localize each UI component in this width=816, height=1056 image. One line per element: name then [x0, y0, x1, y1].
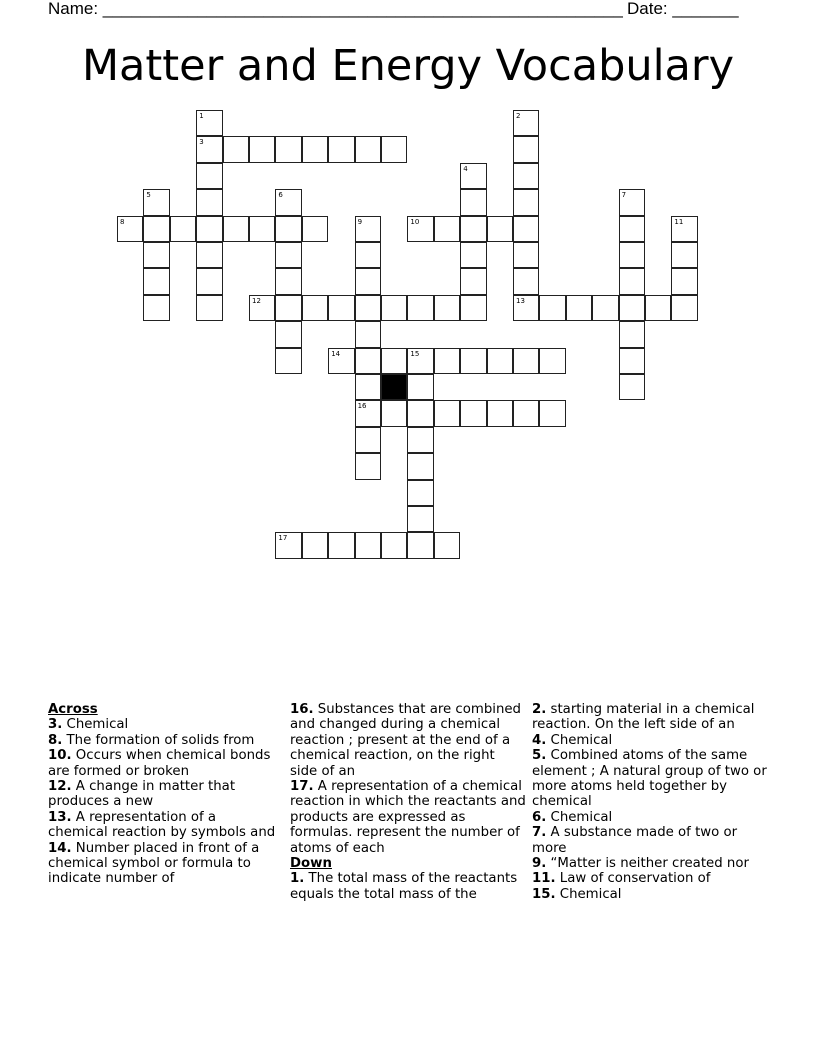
- grid-cell[interactable]: [196, 136, 222, 162]
- clue-number-label: 6: [278, 191, 283, 200]
- clue-down-6: [532, 810, 772, 825]
- grid-cell[interactable]: [513, 348, 539, 374]
- grid-cell[interactable]: [355, 400, 381, 426]
- grid-cell[interactable]: [196, 295, 222, 321]
- grid-cell[interactable]: [223, 216, 249, 242]
- grid-cell[interactable]: [539, 295, 565, 321]
- grid-cell[interactable]: [302, 295, 328, 321]
- clue-text: Law of conservation of: [555, 871, 711, 887]
- clue-text: Chemical: [546, 732, 613, 748]
- grid-cell[interactable]: [671, 216, 697, 242]
- grid-cell[interactable]: [143, 216, 169, 242]
- clue-down-9: [532, 856, 772, 871]
- clue-number-label: 8: [120, 217, 125, 226]
- grid-cell[interactable]: [460, 189, 486, 215]
- grid-cell[interactable]: [275, 136, 301, 162]
- date-field[interactable]: Date: _______: [627, 0, 739, 18]
- clue-down-11: [532, 871, 772, 886]
- grid-cell[interactable]: [275, 189, 301, 215]
- grid-cell[interactable]: [355, 268, 381, 294]
- clue-text: Chemical: [62, 717, 129, 733]
- clue-number: 8.: [48, 732, 63, 748]
- grid-cell[interactable]: [407, 374, 433, 400]
- clue-number: 17.: [290, 779, 314, 795]
- grid-cell[interactable]: [619, 189, 645, 215]
- clue-across-16: [290, 702, 526, 779]
- grid-cell[interactable]: [460, 163, 486, 189]
- grid-cell[interactable]: [434, 532, 460, 558]
- clue-across-3: [48, 717, 276, 732]
- grid-cell[interactable]: [460, 242, 486, 268]
- grid-cell[interactable]: [381, 295, 407, 321]
- grid-cell[interactable]: [275, 348, 301, 374]
- clue-text: Substances that are combined and changed during a chemical reaction ; present at the end of a chemical reaction, on the right side of an: [290, 702, 522, 779]
- grid-cell[interactable]: [355, 321, 381, 347]
- grid-cell[interactable]: [249, 136, 275, 162]
- clue-text: The total mass of the reactants equals the total mass of the: [290, 871, 518, 902]
- clue-across-13: [48, 810, 276, 841]
- clue-number: 10.: [48, 748, 72, 764]
- grid-cell[interactable]: [328, 532, 354, 558]
- clue-number: 11.: [532, 871, 556, 887]
- grid-cell[interactable]: [619, 374, 645, 400]
- grid-cell[interactable]: [619, 321, 645, 347]
- grid-cell[interactable]: [328, 136, 354, 162]
- grid-cell[interactable]: [407, 480, 433, 506]
- grid-cell[interactable]: [143, 295, 169, 321]
- grid-cell[interactable]: [355, 374, 381, 400]
- clue-number-label: 13: [516, 296, 525, 305]
- clue-number: 12.: [48, 779, 72, 795]
- clue-down-15: [532, 887, 772, 902]
- grid-cell[interactable]: [566, 295, 592, 321]
- clue-number-label: 10: [410, 217, 420, 226]
- grid-cell[interactable]: [355, 532, 381, 558]
- clue-number: 3.: [48, 717, 63, 733]
- grid-cell[interactable]: [619, 216, 645, 242]
- clues-column-1: [48, 702, 276, 887]
- clue-across-14: [48, 841, 276, 887]
- clue-text: A representation of a chemical reaction in which the reactants and products are expressed as formulas. represent the number of atoms of each: [290, 779, 526, 856]
- grid-cell[interactable]: [355, 348, 381, 374]
- grid-cell[interactable]: [407, 453, 433, 479]
- grid-cell[interactable]: [434, 295, 460, 321]
- grid-cell[interactable]: [275, 242, 301, 268]
- grid-cell[interactable]: [487, 348, 513, 374]
- grid-cell[interactable]: [381, 348, 407, 374]
- grid-cell[interactable]: [355, 453, 381, 479]
- grid-cell[interactable]: [513, 216, 539, 242]
- black-cell: [381, 374, 407, 400]
- clue-across-12: [48, 779, 276, 810]
- grid-cell[interactable]: [143, 189, 169, 215]
- grid-cell[interactable]: [275, 321, 301, 347]
- clue-text: Combined atoms of the same element ; A natural group of two or more atoms held together by chemical: [532, 748, 767, 810]
- clue-down-7: [532, 825, 772, 856]
- clue-down-1: [290, 871, 526, 902]
- grid-cell[interactable]: [275, 268, 301, 294]
- grid-cell[interactable]: [275, 295, 301, 321]
- grid-cell[interactable]: [671, 268, 697, 294]
- clue-number-label: 1: [199, 112, 204, 120]
- grid-cell[interactable]: [355, 295, 381, 321]
- clue-number-label: 11: [674, 217, 684, 226]
- grid-cell[interactable]: [513, 295, 539, 321]
- grid-cell[interactable]: [539, 348, 565, 374]
- clue-number-label: 9: [357, 217, 363, 226]
- grid-cell[interactable]: [196, 268, 222, 294]
- grid-cell[interactable]: [619, 348, 645, 374]
- clue-number: 16.: [290, 702, 314, 717]
- clue-number: 6.: [532, 809, 547, 825]
- clue-number-label: 2: [516, 112, 521, 120]
- clue-number: 5.: [532, 748, 547, 764]
- grid-cell[interactable]: [170, 216, 196, 242]
- clue-text: A change in matter that produces a new: [48, 779, 236, 810]
- clue-number-label: 14: [331, 349, 341, 358]
- grid-cell[interactable]: [249, 295, 275, 321]
- grid-cell[interactable]: [275, 532, 301, 558]
- grid-cell[interactable]: [117, 216, 143, 242]
- grid-cell[interactable]: [671, 295, 697, 321]
- grid-cell[interactable]: [355, 427, 381, 453]
- grid-cell[interactable]: [513, 136, 539, 162]
- clue-text: “Matter is neither created nor: [546, 856, 749, 872]
- grid-cell[interactable]: [223, 136, 249, 162]
- clue-number-label: 12: [252, 296, 261, 305]
- grid-cell[interactable]: [434, 216, 460, 242]
- grid-cell[interactable]: [275, 216, 301, 242]
- grid-cell[interactable]: [381, 532, 407, 558]
- grid-cell[interactable]: [513, 110, 539, 136]
- clue-number: 7.: [532, 825, 547, 841]
- grid-cell[interactable]: [460, 400, 486, 426]
- grid-cell[interactable]: [460, 348, 486, 374]
- grid-cell[interactable]: [460, 216, 486, 242]
- clue-number: 2.: [532, 702, 547, 717]
- clue-text: Number placed in front of a chemical symbol or formula to indicate number of: [48, 840, 260, 887]
- down-heading: Down: [290, 856, 332, 872]
- grid-cell[interactable]: [619, 242, 645, 268]
- clue-across-17: [290, 779, 526, 856]
- clue-down-4: [532, 733, 772, 748]
- grid-cell[interactable]: [407, 400, 433, 426]
- clues-column-2: [290, 702, 526, 902]
- grid-cell[interactable]: [513, 268, 539, 294]
- clue-number-label: 3: [199, 138, 204, 147]
- grid-cell[interactable]: [407, 295, 433, 321]
- clue-down-5: [532, 748, 772, 810]
- clue-text: Occurs when chemical bonds are formed or broken: [48, 748, 271, 779]
- grid-cell[interactable]: [513, 163, 539, 189]
- clue-down-2: [532, 702, 772, 733]
- grid-cell[interactable]: [513, 189, 539, 215]
- clue-number: 15.: [532, 886, 556, 902]
- clues-column-3: [532, 702, 772, 902]
- grid-cell[interactable]: [302, 216, 328, 242]
- grid-cell[interactable]: [513, 242, 539, 268]
- clue-number-label: 17: [278, 534, 288, 543]
- grid-cell[interactable]: [196, 242, 222, 268]
- grid-cell[interactable]: [355, 242, 381, 268]
- grid-cell[interactable]: [355, 136, 381, 162]
- grid-cell[interactable]: [487, 216, 513, 242]
- grid-cell[interactable]: [619, 295, 645, 321]
- clue-number: 1.: [290, 871, 305, 887]
- grid-cell[interactable]: [513, 400, 539, 426]
- across-heading: Across: [48, 702, 98, 717]
- grid-cell[interactable]: [645, 295, 671, 321]
- grid-cell[interactable]: [143, 242, 169, 268]
- grid-cell[interactable]: [196, 163, 222, 189]
- grid-cell[interactable]: [381, 136, 407, 162]
- clue-across-8: [48, 733, 276, 748]
- grid-cell[interactable]: [592, 295, 618, 321]
- grid-cell[interactable]: [407, 532, 433, 558]
- grid-cell[interactable]: [355, 216, 381, 242]
- grid-cell[interactable]: [196, 110, 222, 136]
- clue-number-label: 4: [463, 164, 468, 173]
- grid-cell[interactable]: [487, 400, 513, 426]
- clue-number-label: 15: [410, 349, 420, 358]
- clue-number-label: 16: [357, 402, 367, 411]
- clue-number: 4.: [532, 732, 547, 748]
- clue-across-10: [48, 748, 276, 779]
- clue-text: Chemical: [555, 886, 622, 902]
- name-field[interactable]: Name: _______________________________________________________: [48, 0, 623, 18]
- grid-cell[interactable]: [407, 348, 433, 374]
- grid-cell[interactable]: [143, 268, 169, 294]
- clue-text: A representation of a chemical reaction by symbols and: [48, 809, 276, 841]
- grid-cell[interactable]: [407, 506, 433, 532]
- clue-text: The formation of solids from: [62, 732, 255, 748]
- grid-cell[interactable]: [434, 400, 460, 426]
- grid-cell[interactable]: [619, 268, 645, 294]
- page-title: Matter and Energy Vocabulary: [81, 41, 735, 91]
- clue-number: 13.: [48, 809, 72, 825]
- grid-cell[interactable]: [302, 136, 328, 162]
- grid-cell[interactable]: [328, 348, 354, 374]
- grid-cell[interactable]: [460, 268, 486, 294]
- grid-cell[interactable]: [196, 216, 222, 242]
- grid-cell[interactable]: [381, 400, 407, 426]
- clue-number: 14.: [48, 840, 72, 856]
- grid-cell[interactable]: [407, 427, 433, 453]
- grid-cell[interactable]: [249, 216, 275, 242]
- clue-text: Chemical: [546, 809, 613, 825]
- grid-cell[interactable]: [671, 242, 697, 268]
- grid-cell[interactable]: [434, 348, 460, 374]
- clue-number: 9.: [532, 856, 547, 872]
- grid-cell[interactable]: [407, 216, 433, 242]
- clue-text: A substance made of two or more: [532, 825, 738, 856]
- grid-cell[interactable]: [302, 532, 328, 558]
- grid-cell[interactable]: [328, 295, 354, 321]
- grid-cell[interactable]: [196, 189, 222, 215]
- grid-cell[interactable]: [460, 295, 486, 321]
- clue-number-label: 5: [146, 191, 151, 200]
- clue-text: starting material in a chemical reaction. On the left side of an: [532, 702, 755, 733]
- grid-cell[interactable]: [539, 400, 565, 426]
- clue-number-label: 7: [621, 191, 627, 200]
